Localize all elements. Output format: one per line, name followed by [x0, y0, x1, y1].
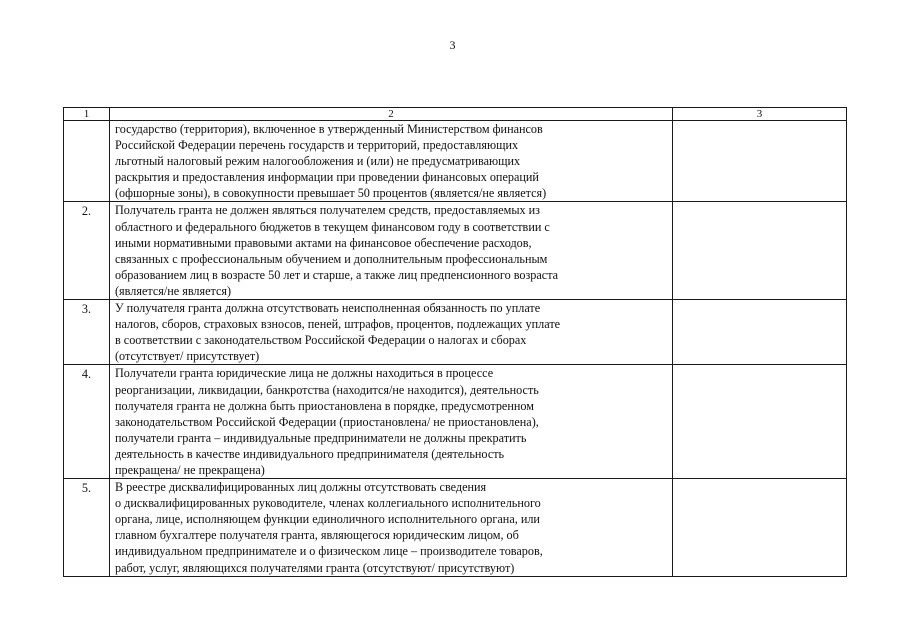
table-row — [64, 121, 847, 202]
text-line: законодательством Российской Федерации (приостановлена/ не приостановлена), — [115, 414, 539, 429]
table-header-row — [64, 108, 847, 121]
text-line: главном бухгалтере получателя гранта, являющегося юридическим лицом, об — [115, 528, 519, 543]
criterion-text — [110, 121, 673, 202]
column-header-2: 2 — [110, 108, 673, 121]
page-number: 3 — [449, 38, 456, 52]
criteria-table — [63, 107, 847, 577]
text-line: В реестре дисквалифицированных лиц должны отсутствовать сведения — [115, 480, 487, 495]
table-row — [64, 202, 847, 300]
row-number: 2. — [64, 202, 110, 300]
column-header-3: 3 — [673, 108, 847, 121]
text-line: государство (территория), включенное в утвержденный Министерством финансов — [115, 122, 543, 136]
table-row — [64, 300, 847, 365]
text-line: прекращена/ не прекращена) — [115, 462, 265, 477]
text-line: получатели гранта – индивидуальные предприниматели не должны прекратить — [115, 430, 527, 445]
text-line: деятельность в качестве индивидуального предпринимателя (деятельность — [115, 446, 505, 461]
text-line: работ, услуг, являющихся получателями гранта (отсутствуют/ присутствуют) — [115, 560, 515, 575]
text-line: (является/не является) — [115, 283, 232, 298]
column-header-1: 1 — [64, 108, 110, 121]
text-line: органа, лице, исполняющем функции единоличного исполнительного органа, или — [115, 512, 540, 527]
text-line: получателя гранта не должна быть приостановлена в порядке, предусмотренном — [115, 398, 534, 413]
criterion-text — [110, 202, 673, 300]
row-number: 4. — [64, 365, 110, 479]
text-line: о дисквалифицированных руководителе, членах коллегиального исполнительного — [115, 496, 541, 511]
criterion-text — [110, 300, 673, 365]
table-row — [64, 479, 847, 577]
text-line: (офшорные зоны), в совокупности превышает 50 процентов (является/не является) — [115, 186, 547, 201]
text-line: У получателя гранта должна отсутствовать неисполненная обязанность по уплате — [115, 301, 541, 316]
text-line: налогов, сборов, страховых взносов, пеней, штрафов, процентов, подлежащих уплате — [115, 317, 561, 332]
value-cell — [673, 365, 847, 479]
text-line: в соответствии с законодательством Российской Федерации о налогах и сборах — [115, 333, 527, 348]
value-cell — [673, 121, 847, 202]
text-line: Получатели гранта юридические лица не должны находиться в процессе — [115, 366, 494, 381]
row-number: 3. — [64, 300, 110, 365]
criterion-text — [110, 479, 673, 577]
text-line: индивидуальном предпринимателе и о физическом лице – производителе товаров, — [115, 544, 543, 559]
text-line: связанных с профессиональным обучением и дополнительным профессиональным — [115, 251, 548, 266]
row-number: 5. — [64, 479, 110, 577]
table-row — [64, 365, 847, 479]
text-line: иными нормативными правовыми актами на финансовое обеспечение расходов, — [115, 235, 532, 250]
text-line: реорганизации, ликвидации, банкротства (находится/не находится), деятельность — [115, 382, 539, 397]
value-cell — [673, 300, 847, 365]
text-line: образованием лиц в возрасте 50 лет и старше, а также лиц предпенсионного возраста — [115, 267, 559, 282]
value-cell — [673, 202, 847, 300]
value-cell — [673, 479, 847, 577]
text-line: Российской Федерации перечень государств и территорий, предоставляющих — [115, 138, 519, 153]
criterion-text — [110, 365, 673, 479]
text-line: (отсутствует/ присутствует) — [115, 349, 260, 364]
text-line: областного и федерального бюджетов в текущем финансовом году в соответствии с — [115, 219, 550, 234]
row-number — [64, 121, 110, 202]
text-line: раскрытия и предоставления информации при проведении финансовых операций — [115, 170, 539, 185]
text-line: льготный налоговый режим налогообложения и (или) не предусматривающих — [115, 154, 521, 169]
text-line: Получатель гранта не должен являться получателем средств, предоставляемых из — [115, 203, 540, 218]
